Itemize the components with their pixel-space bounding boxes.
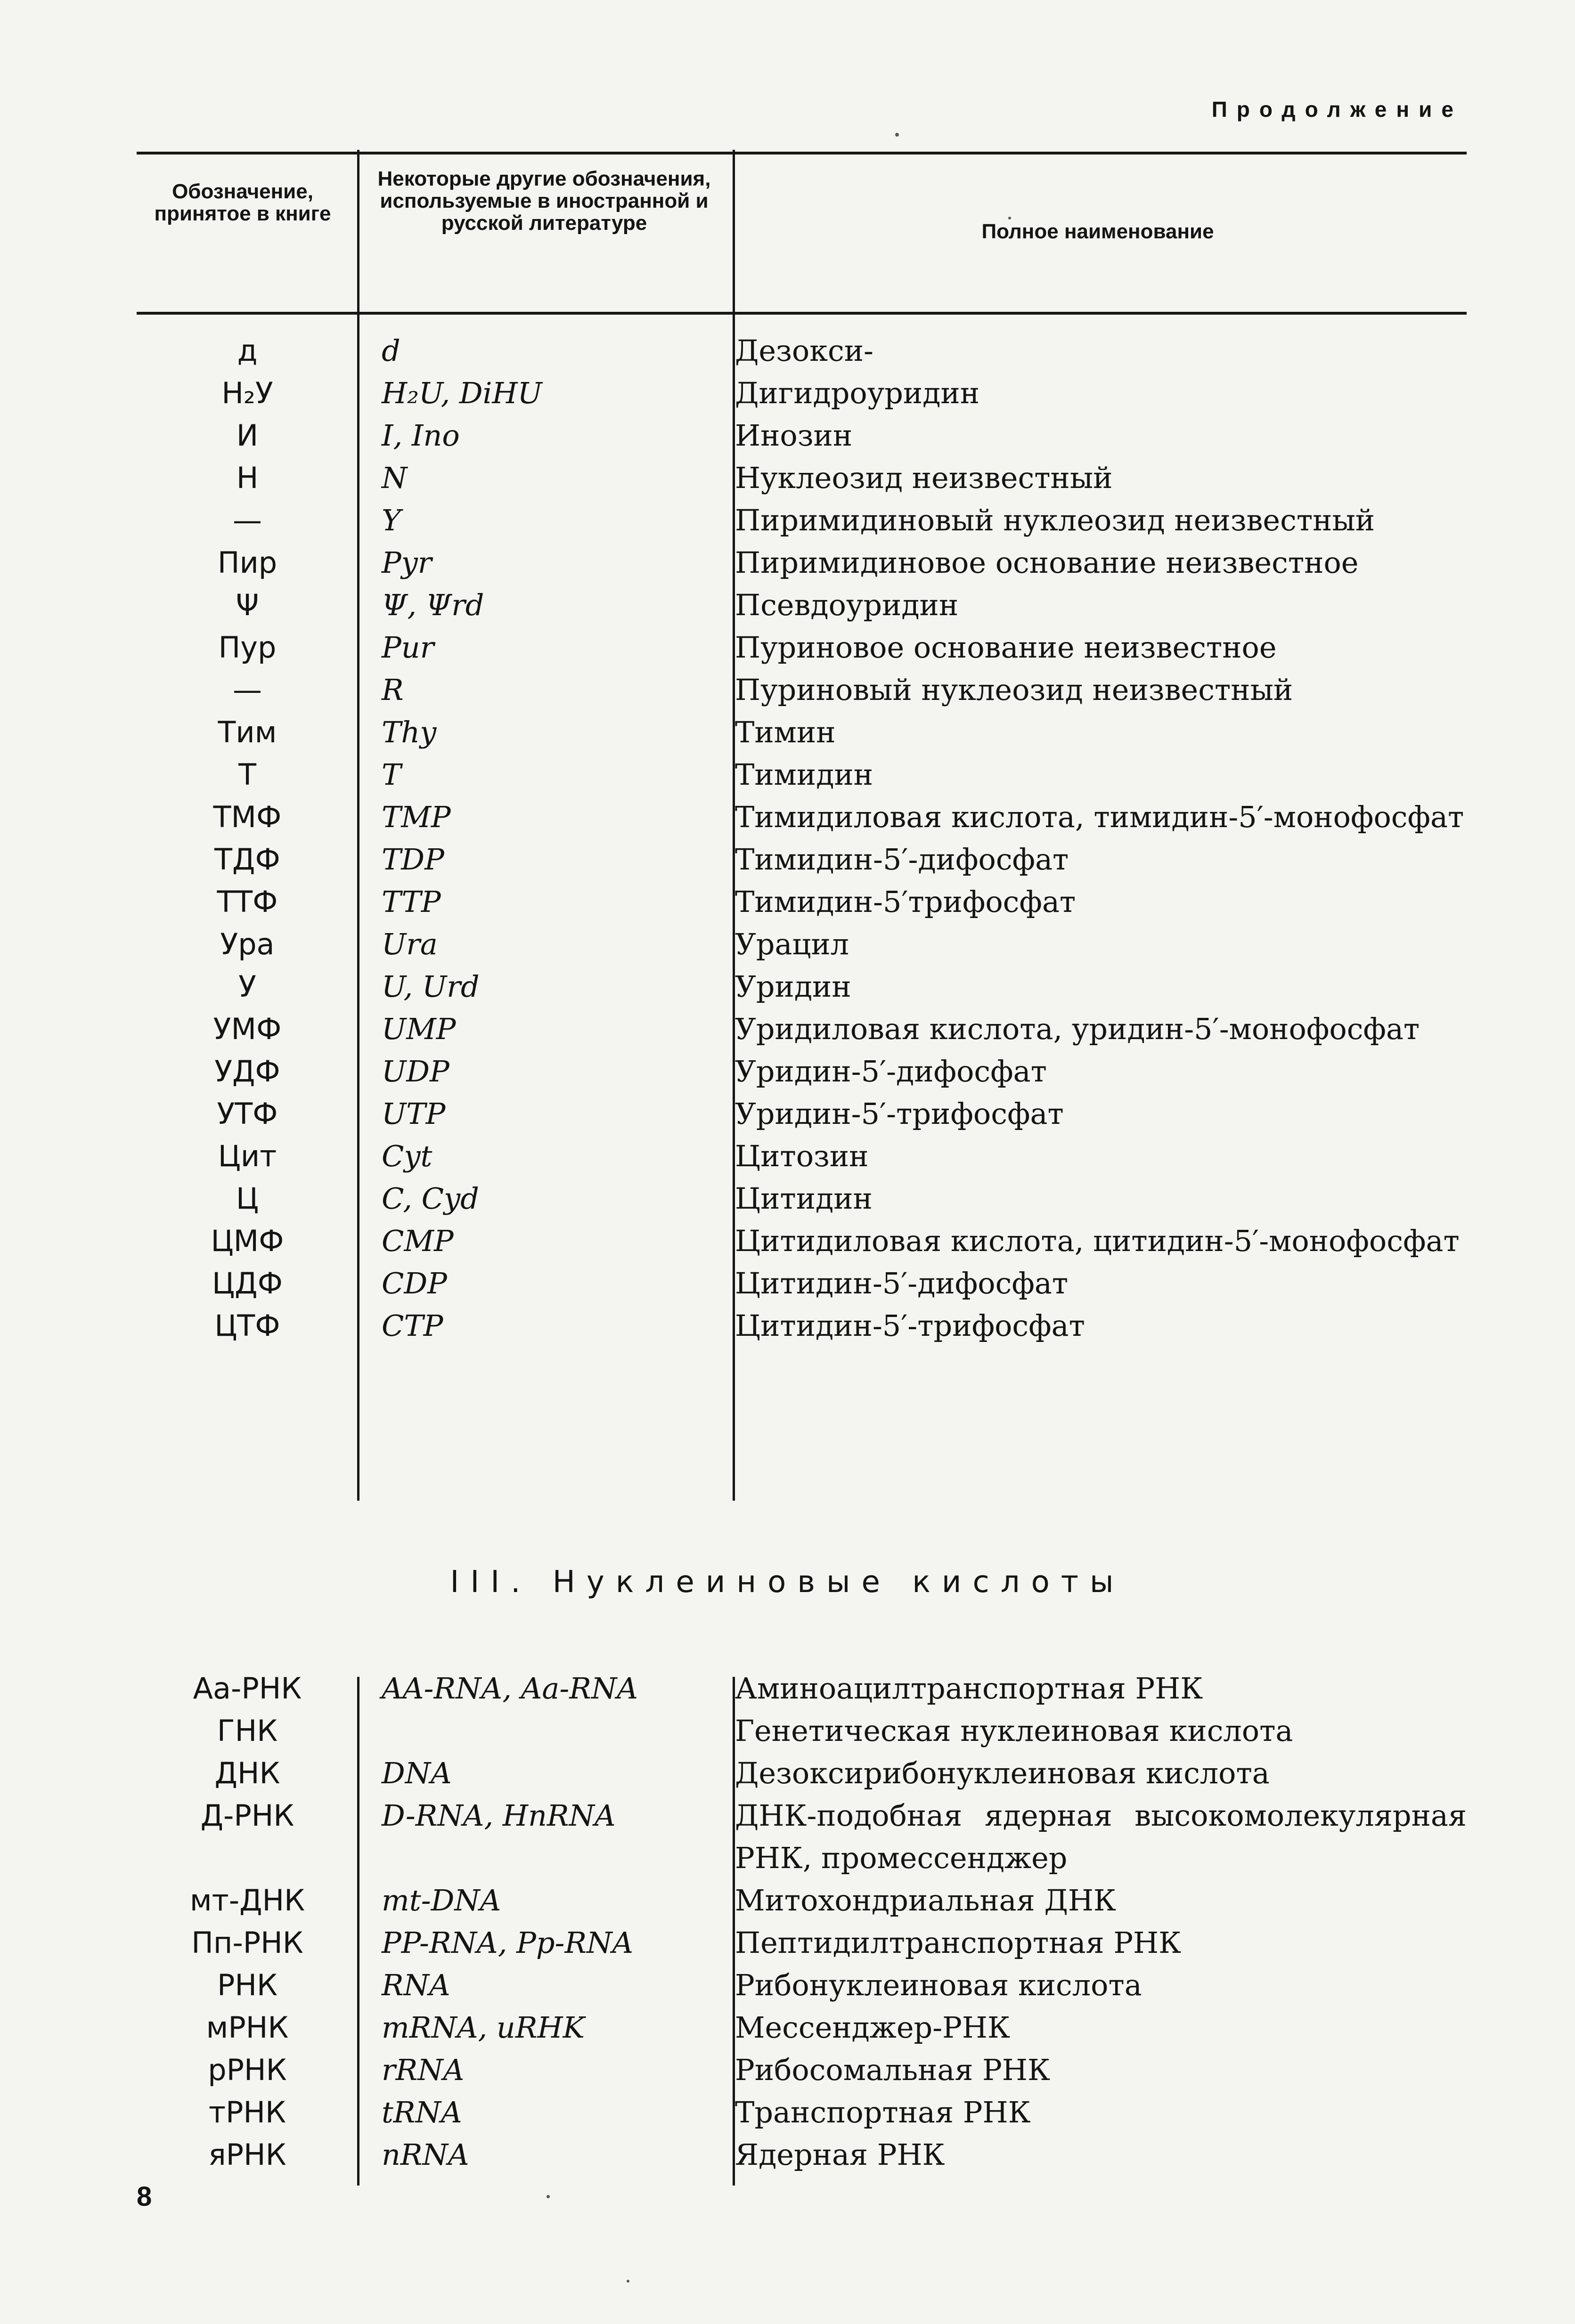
scan-speck <box>1008 217 1011 219</box>
nucleotide-row <box>141 966 1467 1008</box>
short-designation-cell: ЦДФ <box>212 1266 283 1300</box>
short-designation-cell: Аа-РНК <box>193 1671 302 1706</box>
full-name-cell: Уридин-5′-дифосфат <box>735 1054 1047 1089</box>
other-designation-cell: U, Urd <box>382 969 480 1004</box>
short-designation-cell: д <box>237 333 258 368</box>
full-name-cell: Транспортная РНК <box>735 2095 1031 2129</box>
short-designation-cell: ТТФ <box>217 885 278 919</box>
nucleotide-row <box>141 1305 1467 1347</box>
short-designation-cell: ДНК <box>214 1756 280 1790</box>
full-name-cell: Пуриновый нуклеозид неизвестный <box>735 673 1293 707</box>
short-designation-cell: Пир <box>217 545 277 580</box>
short-designation-cell: Ура <box>220 927 275 961</box>
short-designation-cell: РНК <box>217 1968 278 2002</box>
full-name-cell: Нуклеозид неизвестный <box>735 461 1113 495</box>
short-designation-cell: Пур <box>218 630 277 665</box>
short-designation-cell: тРНК <box>208 2095 286 2129</box>
other-designation-cell: D-RNA, HnRNA <box>382 1798 616 1833</box>
other-designation-cell: Cyt <box>382 1139 433 1173</box>
nucleotide-row <box>141 923 1467 966</box>
short-designation-cell: мРНК <box>206 2010 289 2045</box>
full-name-cell: Дезокси- <box>735 333 873 368</box>
other-designation-cell: DNA <box>382 1756 452 1790</box>
nucleic-acid-row <box>141 1879 1467 1922</box>
full-name-cell: Тимин <box>735 715 836 749</box>
nucleic-acid-row <box>141 1667 1467 1710</box>
short-designation-cell: ГНК <box>217 1714 278 1748</box>
full-name-cell: Цитидин <box>735 1181 873 1216</box>
other-designation-cell: CTP <box>382 1308 443 1343</box>
nucleotide-row <box>141 1008 1467 1050</box>
short-designation-cell: Н <box>236 461 259 495</box>
short-designation-cell: мт-ДНК <box>189 1883 305 1918</box>
full-name-cell: Пиримидиновый нуклеозид неизвестный <box>735 503 1375 537</box>
full-name-cell: Пуриновое основание неизвестное <box>735 630 1277 665</box>
page-number: 8 <box>137 2181 152 2212</box>
full-name-cell: Цитозин <box>735 1139 869 1173</box>
other-designation-cell: Ψ, Ψrd <box>382 588 484 622</box>
short-designation-cell: Тим <box>218 715 277 749</box>
short-designation-cell: ТДФ <box>214 842 280 877</box>
nucleotide-row <box>141 372 1467 414</box>
nucleotide-row <box>141 542 1467 584</box>
nucleic-acid-row <box>141 1922 1467 1964</box>
other-designation-cell: CDP <box>382 1266 447 1300</box>
other-designation-cell: UDP <box>382 1054 449 1089</box>
full-name-cell: ДНК-подобная ядерная высокомолекулярная РНК, промессенджер <box>735 1798 1467 1875</box>
full-name-cell: Тимидин <box>735 757 873 792</box>
full-name-cell: Дезоксирибонуклеиновая кислота <box>735 1756 1270 1790</box>
nucleic-acid-row <box>141 1795 1467 1879</box>
short-designation-cell: УМФ <box>213 1012 282 1046</box>
nucleotide-row <box>141 457 1467 499</box>
nucleotide-row <box>141 754 1467 796</box>
other-designation-cell: I, Ino <box>382 418 460 453</box>
other-designation-cell: Y <box>382 503 401 537</box>
other-designation-cell: Pur <box>382 630 434 665</box>
full-name-cell: Уридин <box>735 969 851 1004</box>
header-short-designation: Обозначение, принятое в книге <box>154 180 331 225</box>
full-name-cell: Уридин-5′-трифосфат <box>735 1097 1064 1131</box>
other-designation-cell: RNA <box>382 1968 450 2002</box>
other-designation-cell: TMP <box>382 800 451 834</box>
other-designation-cell: CMP <box>382 1224 454 1258</box>
other-designation-cell: C, Cyd <box>382 1181 479 1216</box>
short-designation-cell: яРНК <box>208 2137 286 2172</box>
short-designation-cell: H₂У <box>221 376 273 410</box>
other-designation-cell: T <box>382 757 401 792</box>
other-designation-cell: AA-RNA, Aa-RNA <box>382 1671 638 1706</box>
nucleotide-row <box>141 414 1467 457</box>
nucleotide-row <box>141 881 1467 923</box>
short-designation-cell: И <box>236 418 259 453</box>
nucleotides-table <box>141 330 1467 1347</box>
nucleotide-row <box>141 584 1467 626</box>
continuation-label: Продолжение <box>1211 97 1463 122</box>
nucleic-acids-table <box>141 1667 1467 2176</box>
other-designation-cell: d <box>382 333 400 368</box>
nucleotide-row <box>141 1093 1467 1135</box>
full-name-cell: Цитидиловая кислота, цитидин-5′-монофосфат <box>735 1224 1460 1258</box>
other-designation-cell: mRNA, иRHK <box>382 2010 585 2045</box>
other-designation-cell: TDP <box>382 842 444 877</box>
nucleic-acid-row <box>141 1964 1467 2007</box>
full-name-cell: Ядерная РНК <box>735 2137 945 2172</box>
short-designation-cell: ЦМФ <box>211 1224 284 1258</box>
short-designation-cell: Ц <box>236 1181 259 1216</box>
nucleotide-row <box>141 796 1467 838</box>
table-header-top-rule <box>137 152 1467 154</box>
other-designation-cell: mt-DNA <box>382 1883 501 1918</box>
short-designation-cell: У <box>238 969 256 1004</box>
other-designation-cell: TTP <box>382 885 441 919</box>
scan-speck <box>547 2195 550 2198</box>
other-designation-cell: UMP <box>382 1012 456 1046</box>
short-designation-cell: ЦТФ <box>214 1308 280 1343</box>
section-title: III. Нуклеиновые кислоты <box>450 1565 1125 1600</box>
other-designation-cell: Ura <box>382 927 438 961</box>
other-designation-cell <box>353 1710 721 1752</box>
header-full-name: Полное наименование <box>981 220 1214 243</box>
full-name-cell: Митохондриальная ДНК <box>735 1883 1116 1918</box>
nucleotide-row <box>141 669 1467 711</box>
short-designation-cell: Т <box>238 757 256 792</box>
other-designation-cell: UTP <box>382 1097 446 1131</box>
full-name-cell: Псевдоуридин <box>735 588 959 622</box>
table-header-bottom-rule <box>137 312 1467 315</box>
full-name-cell: Тимидин-5′-дифосфат <box>735 842 1069 877</box>
nucleotide-row <box>141 1178 1467 1220</box>
header-other-designations: Некоторые другие обозначения, используемые в иностранной и русской литературе <box>377 167 711 235</box>
full-name-cell: Тимидин-5′трифосфат <box>735 885 1076 919</box>
full-name-cell: Инозин <box>735 418 853 453</box>
full-name-cell: Мессенджер-РНК <box>735 2010 1010 2045</box>
nucleotide-row <box>141 1220 1467 1262</box>
nucleic-acid-row <box>141 2007 1467 2049</box>
nucleotide-row <box>141 330 1467 372</box>
short-designation-cell: УТФ <box>217 1097 278 1131</box>
short-designation-cell: Пп-РНК <box>191 1926 303 1960</box>
nucleotide-row <box>141 626 1467 669</box>
nucleic-acid-row <box>141 1710 1467 1752</box>
full-name-cell: Цитидин-5′-дифосфат <box>735 1266 1069 1300</box>
full-name-cell: Урацил <box>735 927 849 961</box>
other-designation-cell: rRNA <box>382 2053 465 2087</box>
other-designation-cell: PP-RNA, Pp-RNA <box>382 1926 634 1960</box>
other-designation-cell: nRNA <box>382 2137 469 2172</box>
short-designation-cell: ТМФ <box>213 800 282 834</box>
full-name-cell: Генетическая нуклеиновая кислота <box>735 1714 1293 1748</box>
full-name-cell: Дигидроуридин <box>735 376 980 410</box>
full-name-cell: Пиримидиновое основание неизвестное <box>735 545 1359 580</box>
nucleic-acid-row <box>141 2134 1467 2176</box>
nucleotide-row <box>141 838 1467 881</box>
other-designation-cell: R <box>382 673 404 707</box>
nucleotide-row <box>141 1050 1467 1093</box>
short-designation-cell: УДФ <box>214 1054 280 1089</box>
short-designation-cell: — <box>233 503 262 537</box>
short-designation-cell: Цит <box>218 1139 277 1173</box>
nucleotide-row <box>141 499 1467 542</box>
short-designation-cell: Ψ <box>236 588 259 622</box>
other-designation-cell: Thy <box>382 715 437 749</box>
short-designation-cell: — <box>233 673 262 707</box>
scan-speck <box>895 133 899 137</box>
scan-speck <box>627 2280 629 2283</box>
nucleic-acid-row <box>141 2091 1467 2134</box>
nucleotide-row <box>141 1262 1467 1305</box>
full-name-cell: Рибосомальная РНК <box>735 2053 1050 2087</box>
full-name-cell: Аминоацилтранспортная РНК <box>735 1671 1203 1706</box>
short-designation-cell: рРНК <box>208 2053 287 2087</box>
other-designation-cell: Pyr <box>382 545 432 580</box>
other-designation-cell: tRNA <box>382 2095 462 2129</box>
nucleotide-row <box>141 1135 1467 1178</box>
nucleic-acid-row <box>141 1752 1467 1795</box>
other-designation-cell: H₂U, DiHU <box>382 376 542 410</box>
full-name-cell: Тимидиловая кислота, тимидин-5′-монофосфат <box>735 800 1464 834</box>
short-designation-cell: Д-РНК <box>200 1798 294 1833</box>
nucleic-acid-row <box>141 2049 1467 2091</box>
full-name-cell: Пептидилтранспортная РНК <box>735 1926 1182 1960</box>
nucleotide-row <box>141 711 1467 754</box>
full-name-cell: Рибонуклеиновая кислота <box>735 1968 1142 2002</box>
full-name-cell: Цитидин-5′-трифосфат <box>735 1308 1085 1343</box>
other-designation-cell: N <box>382 461 408 495</box>
full-name-cell: Уридиловая кислота, уридин-5′-монофосфат <box>735 1012 1420 1046</box>
